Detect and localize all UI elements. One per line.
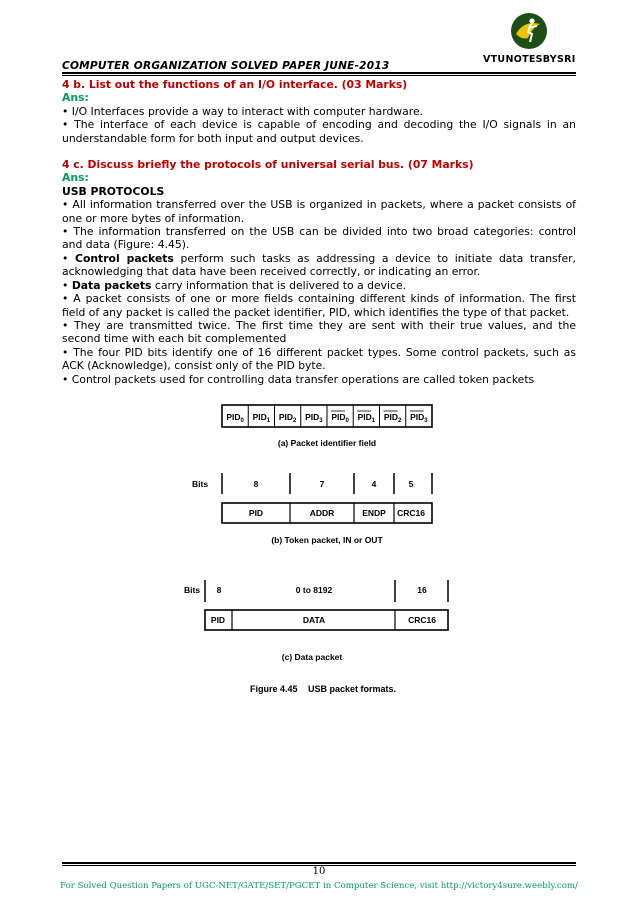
- page-number: 10: [312, 866, 326, 877]
- term-control-packets: Control packets: [75, 251, 174, 265]
- data-field-pid: PID: [210, 615, 226, 625]
- q4c-bullet-3: [62, 252, 576, 279]
- token-bits-addr: 7: [319, 479, 325, 489]
- bits-label: Bits: [192, 479, 209, 489]
- q4c-bullet-2: • The information transferred on the USB can be divided into two broad categories: control and data (Figure: 4.45).: [62, 225, 576, 252]
- figure-caption: [250, 684, 396, 694]
- data-packet-diagram: [184, 580, 448, 662]
- header-rule: [62, 72, 576, 74]
- q4c-bullet-8: • Control packets used for controlling data transfer operations are called token packets: [62, 372, 535, 386]
- data-bits-crc: 16: [417, 585, 427, 595]
- token-field-pid: PID: [248, 508, 264, 518]
- usb-packet-figure: [62, 400, 576, 700]
- token-field-endp: ENDP: [362, 508, 386, 518]
- page-content: [62, 78, 576, 386]
- header-rule-thin: [62, 75, 576, 76]
- footer-rule: [62, 862, 576, 864]
- bullet-mark: •: [62, 251, 76, 265]
- bits-label: Bits: [184, 585, 201, 595]
- token-bits-pid: 8: [253, 479, 259, 489]
- caption-token-packet: (b) Token packet, IN or OUT: [271, 535, 383, 545]
- data-bits-data: 0 to 8192: [295, 585, 333, 595]
- bullet-text: perform such tasks as addressing a device to initiate data transfer, acknowledging that data have been received correctly, or indicating an error.: [62, 251, 576, 279]
- q4b-bullet-1: • I/O Interfaces provide a way to interact with computer hardware.: [62, 104, 424, 118]
- pid-cell-label: $PID_0$: [226, 412, 244, 424]
- q4c-bullet-4: [62, 279, 576, 292]
- q4c-bullet-7: • The four PID bits identify one of 16 different packet types. Some control packets, such as ACK (Acknowledge), consist only of the PID byte.: [62, 345, 576, 373]
- data-field-data: DATA: [302, 615, 326, 625]
- token-bits-crc: 5: [408, 479, 414, 489]
- token-packet-diagram: [192, 473, 432, 545]
- document-header-title: COMPUTER ORGANIZATION SOLVED PAPER JUNE-2013: [62, 60, 390, 72]
- site-logo-icon: [510, 12, 548, 50]
- bullet-text: carry information that is delivered to a device.: [151, 278, 407, 292]
- question-4b: 4 b. List out the functions of an I/O interface. (03 Marks): [62, 78, 408, 91]
- term-data-packets: Data packets: [71, 278, 152, 292]
- q4b-bullet-2: • The interface of each device is capable of encoding and decoding the I/O signals in an understandable form for both input and output devices.: [62, 118, 576, 145]
- pid-cell-label: $PID_1$: [252, 412, 271, 424]
- pid-cell-label: $PID_2$: [278, 412, 297, 424]
- token-field-crc16: CRC16: [397, 508, 425, 518]
- figure-title: USB packet formats.: [308, 684, 397, 694]
- pid-cell-label: $PID_1$: [357, 412, 376, 424]
- usb-packet-diagram: [62, 400, 576, 700]
- bullet-mark: •: [62, 278, 72, 292]
- pid-field-diagram: [222, 405, 432, 448]
- q4c-bullet-6: • They are transmitted twice. The first time they are sent with their true values, and the second time with each bit complemented: [62, 318, 576, 346]
- pid-cell-label: $PID_2$: [383, 412, 402, 424]
- answer-label-4b: Ans:: [62, 91, 89, 105]
- token-field-addr: ADDR: [309, 508, 335, 518]
- figure-label: Figure 4.45: [250, 684, 298, 694]
- answer-label-4c: Ans:: [62, 171, 89, 185]
- caption-data-packet: (c) Data packet: [281, 652, 343, 662]
- section-heading-usb-protocols: USB PROTOCOLS: [62, 184, 165, 198]
- token-bits-endp: 4: [371, 479, 377, 489]
- data-field-crc16: CRC16: [408, 615, 436, 625]
- pid-cell-label: $PID_3$: [305, 412, 323, 424]
- q4c-bullet-5: • A packet consists of one or more fields containing different kinds of information. The first field of any packet is called the packet identifier, PID, which identifies the type of that packet.: [62, 292, 576, 319]
- data-bits-pid: 8: [216, 585, 222, 595]
- pid-cell-label: $PID_3$: [410, 412, 428, 424]
- caption-pid-field: (a) Packet identifier field: [277, 438, 377, 448]
- footer-link-text[interactable]: For Solved Question Papers of UGC-NET/GATE/SET/PGCET in Computer Science, visit http://victory4sure.weebly.com/: [60, 881, 578, 891]
- question-4c: 4 c. Discuss briefly the protocols of universal serial bus. (07 Marks): [62, 158, 474, 172]
- site-logo-text: VTUNOTESBYSRI: [483, 54, 576, 65]
- q4c-bullet-1: • All information transferred over the USB is organized in packets, where a packet consists of one or more bytes of information.: [62, 198, 576, 225]
- pid-cell-label: $PID_0$: [331, 412, 349, 424]
